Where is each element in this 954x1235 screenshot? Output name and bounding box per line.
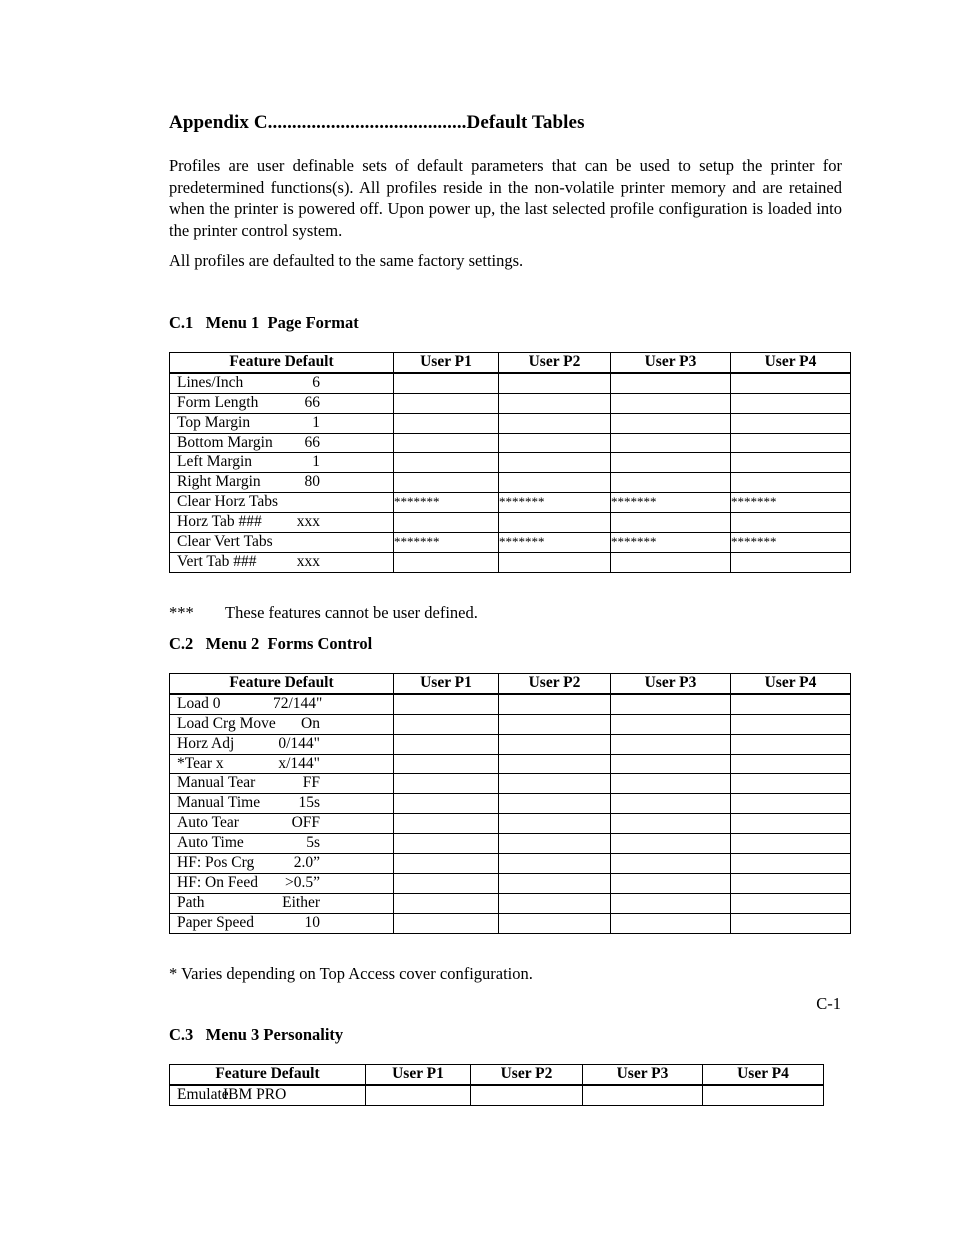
forms-control-table xyxy=(169,673,851,934)
intro-paragraph: Profiles are user definable sets of default parameters that can be used to setup the printer for predetermined functions(s). All profiles reside in the non-volatile printer memory and are retained when the printer is powered off. Upon power up, the last selected profile configuration is loaded into the printer control system. xyxy=(169,156,842,240)
defaults-paragraph: All profiles are defaulted to the same factory settings. xyxy=(169,251,524,270)
user-p1-cell xyxy=(394,814,499,834)
user-p1-cell xyxy=(394,913,499,933)
user-p2-cell xyxy=(499,473,611,493)
user-p3-cell xyxy=(611,734,731,754)
user-p4-cell: ******* xyxy=(731,493,851,513)
column-header: User P3 xyxy=(583,1065,703,1085)
user-p4-cell xyxy=(731,473,851,493)
user-p3-cell xyxy=(611,893,731,913)
user-p2-cell xyxy=(499,893,611,913)
feature-name: Vert Tab ### xyxy=(177,552,257,570)
user-p1-cell xyxy=(394,714,499,734)
user-p4-cell xyxy=(731,794,851,814)
feature-name: Emulate xyxy=(177,1085,229,1103)
default-value: 0/144" xyxy=(278,734,320,752)
user-p2-cell xyxy=(499,714,611,734)
table-header-row xyxy=(170,674,851,694)
user-p4-cell xyxy=(731,774,851,794)
table-row xyxy=(170,774,851,794)
user-p2-cell xyxy=(499,433,611,453)
feature-name: Clear Vert Tabs xyxy=(177,533,273,551)
user-p2-cell xyxy=(499,834,611,854)
user-p2-cell xyxy=(499,393,611,413)
feature-default-cell xyxy=(170,814,394,834)
table-row xyxy=(170,473,851,493)
user-p3-cell xyxy=(611,913,731,933)
feature-name: Load Crg Move xyxy=(177,714,276,732)
user-p4-cell xyxy=(731,754,851,774)
feature-default-cell xyxy=(170,754,394,774)
user-p1-cell xyxy=(394,854,499,874)
column-header: User P2 xyxy=(499,674,611,694)
table-row xyxy=(170,754,851,774)
user-p3-cell xyxy=(611,754,731,774)
section-title-page-format: C.1 Menu 1 Page Format xyxy=(169,313,359,332)
personality-table xyxy=(169,1064,824,1106)
user-p2-cell xyxy=(499,913,611,933)
user-p1-cell xyxy=(394,552,499,572)
column-header: User P2 xyxy=(471,1065,583,1085)
feature-default-cell xyxy=(170,552,394,572)
feature-default-cell xyxy=(170,453,394,473)
user-p2-cell xyxy=(499,373,611,393)
user-p3-cell: ******* xyxy=(611,493,731,513)
feature-default-cell xyxy=(170,873,394,893)
default-value: 1 xyxy=(312,413,320,431)
user-p1-cell xyxy=(366,1085,471,1105)
default-value: 6 xyxy=(312,373,320,391)
feature-name: Path xyxy=(177,893,205,911)
column-header: User P1 xyxy=(394,674,499,694)
user-p2-cell xyxy=(499,453,611,473)
feature-default-cell xyxy=(170,393,394,413)
user-p4-cell xyxy=(731,433,851,453)
table-row xyxy=(170,1085,824,1105)
table-row xyxy=(170,694,851,714)
user-p4-cell xyxy=(731,893,851,913)
user-p1-cell xyxy=(394,754,499,774)
user-p2-cell xyxy=(499,734,611,754)
column-header: User P4 xyxy=(703,1065,824,1085)
section-title-forms-control: C.2 Menu 2 Forms Control xyxy=(169,634,373,653)
user-p2-cell xyxy=(499,413,611,433)
user-p3-cell xyxy=(611,473,731,493)
feature-name: Right Margin xyxy=(177,473,261,491)
user-p3-cell xyxy=(611,873,731,893)
feature-name: Clear Horz Tabs xyxy=(177,493,279,511)
default-value: 2.0” xyxy=(293,854,320,872)
column-header: User P1 xyxy=(366,1065,471,1085)
default-value: 15s xyxy=(298,794,320,812)
feature-name: Manual Time xyxy=(177,794,261,812)
table-row xyxy=(170,373,851,393)
feature-default-cell xyxy=(170,834,394,854)
user-p1-cell xyxy=(394,873,499,893)
user-p4-cell xyxy=(731,714,851,734)
user-p2-cell xyxy=(499,774,611,794)
user-p2-cell: ******* xyxy=(499,493,611,513)
user-p2-cell xyxy=(499,814,611,834)
feature-default-cell xyxy=(170,794,394,814)
note-text: These features cannot be user defined. xyxy=(225,603,478,622)
user-p3-cell: ******* xyxy=(611,533,731,553)
user-p4-cell xyxy=(731,873,851,893)
page-number: C-1 xyxy=(816,994,841,1013)
user-p1-cell xyxy=(394,734,499,754)
feature-default-cell xyxy=(170,714,394,734)
user-p4-cell xyxy=(731,413,851,433)
user-p3-cell xyxy=(611,373,731,393)
user-p2-cell xyxy=(499,552,611,572)
default-value: xxx xyxy=(296,552,320,570)
feature-name: HF: On Feed xyxy=(177,873,258,891)
table-row xyxy=(170,393,851,413)
user-p1-cell: ******* xyxy=(394,493,499,513)
table-row xyxy=(170,854,851,874)
user-p1-cell xyxy=(394,433,499,453)
table-row xyxy=(170,533,851,553)
note-mark: *** xyxy=(169,603,194,622)
user-p3-cell xyxy=(611,513,731,533)
feature-default-cell xyxy=(170,854,394,874)
table-row xyxy=(170,493,851,513)
user-p3-cell xyxy=(583,1085,703,1105)
user-p1-cell xyxy=(394,694,499,714)
user-p1-cell xyxy=(394,393,499,413)
column-header: User P3 xyxy=(611,674,731,694)
column-header: Feature Default xyxy=(170,1065,366,1085)
user-p2-cell: ******* xyxy=(499,533,611,553)
user-p4-cell xyxy=(731,373,851,393)
user-p4-cell xyxy=(731,734,851,754)
user-p1-cell: ******* xyxy=(394,533,499,553)
page-format-table xyxy=(169,352,851,573)
user-p4-cell xyxy=(703,1085,824,1105)
default-value: xxx xyxy=(296,513,320,531)
column-header: User P3 xyxy=(611,353,731,373)
feature-name: Bottom Margin xyxy=(177,433,273,451)
user-p2-cell xyxy=(471,1085,583,1105)
feature-name: Lines/Inch xyxy=(177,373,244,391)
table-row xyxy=(170,814,851,834)
user-p1-cell xyxy=(394,373,499,393)
feature-default-cell xyxy=(170,373,394,393)
table-row xyxy=(170,433,851,453)
column-header: User P2 xyxy=(499,353,611,373)
table-header-row xyxy=(170,1065,824,1085)
feature-name: Left Margin xyxy=(177,453,253,471)
column-header: User P1 xyxy=(394,353,499,373)
default-value: 66 xyxy=(304,393,320,411)
default-value: 66 xyxy=(304,433,320,451)
user-p3-cell xyxy=(611,453,731,473)
user-p2-cell xyxy=(499,854,611,874)
user-p2-cell xyxy=(499,794,611,814)
user-p4-cell: ******* xyxy=(731,533,851,553)
table-row xyxy=(170,734,851,754)
section-title-personality: C.3 Menu 3 Personality xyxy=(169,1025,344,1044)
user-p1-cell xyxy=(394,794,499,814)
table-row xyxy=(170,413,851,433)
user-p3-cell xyxy=(611,794,731,814)
feature-name: Top Margin xyxy=(177,413,251,431)
user-p3-cell xyxy=(611,413,731,433)
feature-default-cell xyxy=(170,533,394,553)
feature-name: Load 0 xyxy=(177,694,221,712)
user-p1-cell xyxy=(394,774,499,794)
user-p1-cell xyxy=(394,893,499,913)
feature-name: Horz Adj xyxy=(177,734,235,752)
default-value: 1 xyxy=(312,453,320,471)
table-row xyxy=(170,513,851,533)
column-header: User P4 xyxy=(731,674,851,694)
user-p4-cell xyxy=(731,453,851,473)
feature-default-cell xyxy=(170,734,394,754)
table-row xyxy=(170,794,851,814)
user-p4-cell xyxy=(731,694,851,714)
user-p1-cell xyxy=(394,453,499,473)
table-row xyxy=(170,453,851,473)
table-row xyxy=(170,552,851,572)
user-p4-cell xyxy=(731,552,851,572)
feature-default-cell xyxy=(170,493,394,513)
table-row xyxy=(170,714,851,734)
user-p3-cell xyxy=(611,714,731,734)
feature-default-cell xyxy=(170,913,394,933)
appendix-heading: Appendix C.........................................Default Tables xyxy=(169,112,585,133)
user-p4-cell xyxy=(731,834,851,854)
table-row xyxy=(170,913,851,933)
user-p3-cell xyxy=(611,694,731,714)
user-p2-cell xyxy=(499,754,611,774)
user-p1-cell xyxy=(394,513,499,533)
column-header: Feature Default xyxy=(170,674,394,694)
feature-name: Form Length xyxy=(177,393,259,411)
user-p4-cell xyxy=(731,393,851,413)
table-row xyxy=(170,893,851,913)
user-p2-cell xyxy=(499,694,611,714)
feature-default-cell xyxy=(170,893,394,913)
feature-name: *Tear x xyxy=(177,754,224,772)
default-value: Either xyxy=(282,893,320,911)
user-p3-cell xyxy=(611,393,731,413)
user-p3-cell xyxy=(611,814,731,834)
feature-name: Horz Tab ### xyxy=(177,513,262,531)
table-row xyxy=(170,834,851,854)
user-p3-cell xyxy=(611,834,731,854)
default-value: OFF xyxy=(291,814,320,832)
default-value: 72/144" xyxy=(273,694,323,712)
feature-default-cell xyxy=(170,413,394,433)
default-value: 10 xyxy=(304,913,320,931)
user-p4-cell xyxy=(731,913,851,933)
default-value: On xyxy=(301,714,320,732)
user-p4-cell xyxy=(731,854,851,874)
default-value: FF xyxy=(302,774,320,792)
user-p3-cell xyxy=(611,854,731,874)
default-value: 80 xyxy=(304,473,320,491)
default-value: IBM PRO xyxy=(223,1085,287,1103)
user-p1-cell xyxy=(394,413,499,433)
feature-name: HF: Pos Crg xyxy=(177,854,255,872)
feature-default-cell xyxy=(170,433,394,453)
default-value: >0.5” xyxy=(285,873,320,891)
feature-default-cell xyxy=(170,513,394,533)
default-value: 5s xyxy=(306,834,320,852)
user-p3-cell xyxy=(611,552,731,572)
feature-default-cell xyxy=(170,473,394,493)
table-header-row xyxy=(170,353,851,373)
column-header: User P4 xyxy=(731,353,851,373)
feature-default-cell xyxy=(170,774,394,794)
forms-control-note: * Varies depending on Top Access cover configuration. xyxy=(169,964,533,983)
page-format-note xyxy=(169,603,478,623)
user-p4-cell xyxy=(731,814,851,834)
user-p2-cell xyxy=(499,513,611,533)
user-p1-cell xyxy=(394,834,499,854)
default-value: x/144" xyxy=(278,754,320,772)
feature-name: Manual Tear xyxy=(177,774,256,792)
table-row xyxy=(170,873,851,893)
user-p1-cell xyxy=(394,473,499,493)
feature-default-cell xyxy=(170,694,394,714)
column-header: Feature Default xyxy=(170,353,394,373)
feature-name: Auto Time xyxy=(177,834,244,852)
user-p2-cell xyxy=(499,873,611,893)
user-p4-cell xyxy=(731,513,851,533)
user-p3-cell xyxy=(611,774,731,794)
feature-default-cell xyxy=(170,1085,366,1105)
user-p3-cell xyxy=(611,433,731,453)
feature-name: Auto Tear xyxy=(177,814,239,832)
feature-name: Paper Speed xyxy=(177,913,255,931)
